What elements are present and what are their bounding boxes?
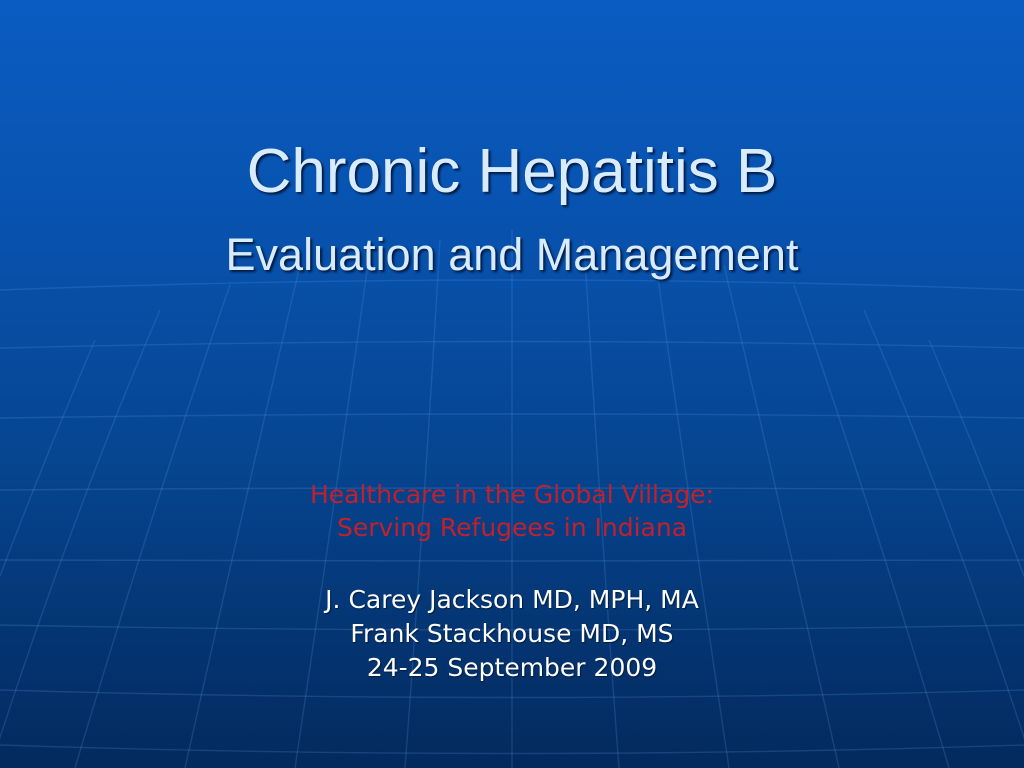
slide-subtitle: Evaluation and Management xyxy=(225,229,799,280)
presenter-2: Frank Stackhouse MD, MS xyxy=(350,619,674,648)
presentation-date: 24-25 September 2009 xyxy=(366,653,658,682)
event-name-line1: Healthcare in the Global Village: xyxy=(309,480,714,509)
event-name-line2: Serving Refugees in Indiana xyxy=(336,513,688,542)
slide-title: Chronic Hepatitis B xyxy=(246,137,778,206)
presenter-1: J. Carey Jackson MD, MPH, MA xyxy=(325,585,699,614)
